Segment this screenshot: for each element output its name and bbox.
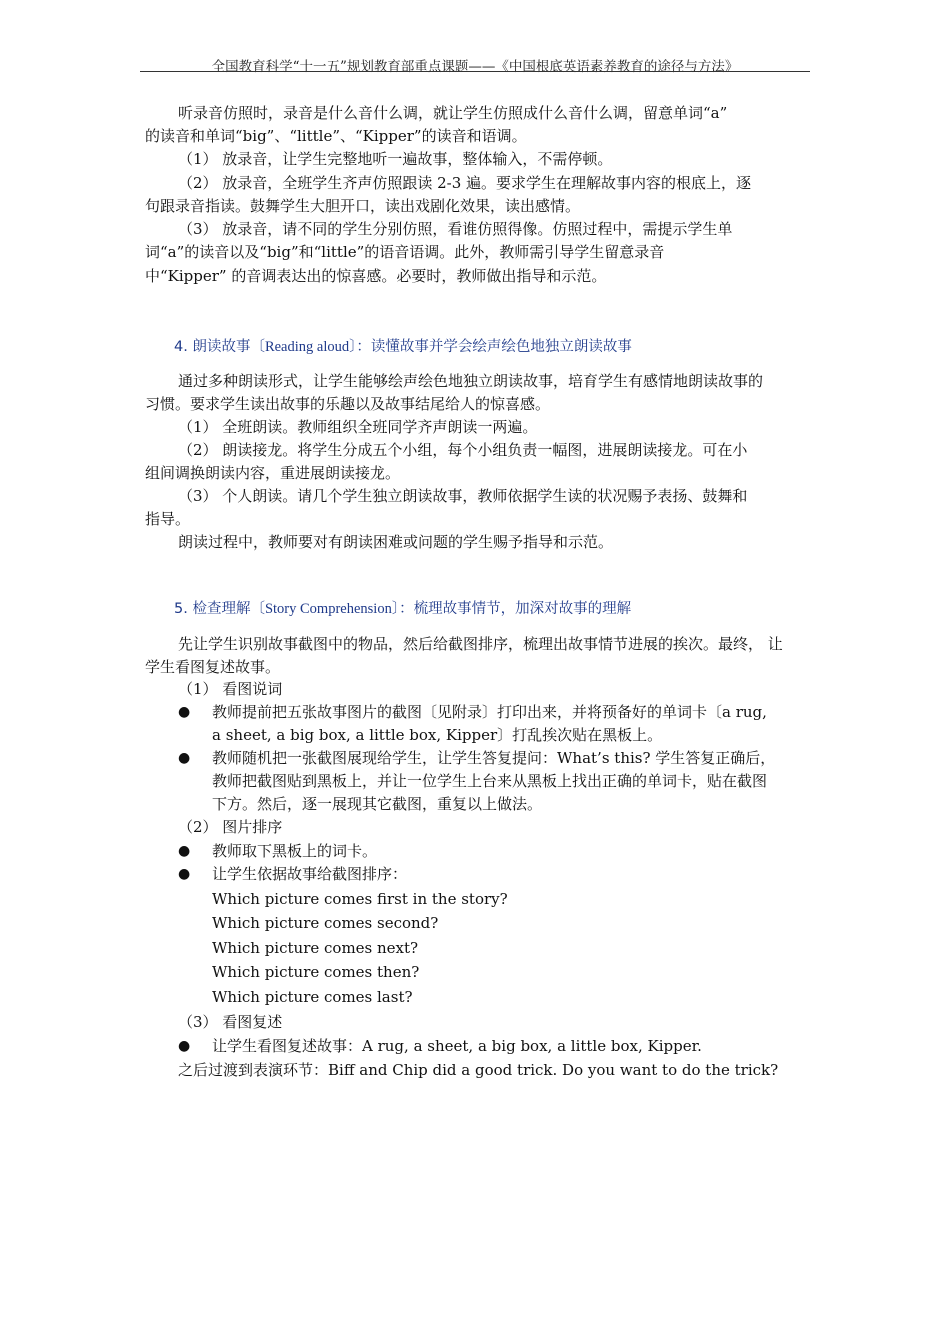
bullet-icon: ●	[178, 866, 191, 882]
heading-title-en: 〔Reading aloud〕	[250, 339, 357, 355]
subsection-label: （2） 图片排序	[178, 818, 283, 836]
heading-title-en: 〔Story Comprehension〕	[250, 601, 400, 617]
question-line: Which picture comes first in the story?	[212, 890, 508, 908]
bullet-icon: ●	[178, 704, 191, 720]
list-item: （1） 全班朗读。教师组织全班同学齐声朗读一两遍。	[178, 418, 538, 436]
list-item: （2） 朗读接龙。将学生分成五个小组，每个小组负责一幅图，进展朗读接龙。可在小	[178, 441, 748, 459]
subsection-label: （3） 看图复述	[178, 1013, 283, 1031]
bullet-item: 教师随机把一张截图展现给学生，让学生答复提问：What’s this? 学生答复正确后，	[212, 749, 776, 767]
question-line: Which picture comes next?	[212, 939, 419, 957]
question-line: Which picture comes then?	[212, 963, 420, 981]
bullet-item: 让学生依据故事给截图排序：	[212, 865, 408, 883]
bullet-icon: ●	[178, 750, 191, 766]
list-item: （2） 放录音，全班学生齐声仿照跟读 2-3 遍。要求学生在理解故事内容的根底上，逐	[178, 174, 752, 192]
bullet-item-continued: a sheet, a big box, a little box, Kipper〕打乱挨次贴在黑板上。	[212, 726, 663, 744]
section-heading-reading-aloud	[174, 335, 632, 356]
paragraph-line: 句跟录音指读。鼓舞学生大胆开口，读出戏剧化效果，读出感情。	[145, 197, 581, 215]
bullet-item-continued: 教师把截图贴到黑板上，并让一位学生上台来从黑板上找出正确的单词卡，贴在截图	[212, 772, 768, 790]
paragraph-line: 词“a”的读音以及“big”和“little”的语音语调。此外，教师需引导学生留意录音	[145, 243, 665, 261]
heading-number: 4.	[174, 339, 188, 355]
bullet-item-continued: 下方。然后，逐一展现其它截图，重复以上做法。	[212, 795, 543, 813]
paragraph-line: 指导。	[145, 510, 191, 528]
page-header: 全国教育科学“十一五”规划教育部重点课题——《中国根底英语素养教育的途径与方法》	[211, 59, 739, 75]
heading-subtitle: ：梳理故事情节，加深对故事的理解	[399, 601, 632, 617]
heading-title-cn: 朗读故事	[192, 339, 251, 355]
list-item: （3） 放录音，请不同的学生分别仿照，看谁仿照得像。仿照过程中，需提示学生单	[178, 220, 733, 238]
paragraph-line: 中“Kipper” 的音调表达出的惊喜感。必要时，教师做出指导和示范。	[145, 267, 607, 285]
bullet-icon: ●	[178, 843, 191, 859]
bullet-item: 让学生看图复述故事：A rug, a sheet, a big box, a little box, Kipper.	[212, 1037, 702, 1055]
paragraph-line: 组间调换朗读内容，重进展朗读接龙。	[145, 464, 401, 482]
heading-subtitle: ：读懂故事并学会绘声绘色地独立朗读故事	[356, 339, 632, 355]
header-rule	[140, 71, 810, 72]
paragraph-line: 的读音和单词“big”、“little”、“Kipper”的读音和语调。	[145, 127, 527, 145]
paragraph-line: 习惯。要求学生读出故事的乐趣以及故事结尾给人的惊喜感。	[145, 395, 551, 413]
paragraph-line: 之后过渡到表演环节：Biff and Chip did a good trick. Do you want to do the trick?	[178, 1061, 779, 1079]
question-line: Which picture comes last?	[212, 988, 413, 1006]
heading-title-cn: 检查理解	[192, 601, 251, 617]
heading-number: 5.	[174, 601, 188, 617]
paragraph-line: 听录音仿照时，录音是什么音什么调，就让学生仿照成什么音什么调，留意单词“a”	[178, 104, 728, 122]
paragraph-line: 学生看图复述故事。	[145, 658, 281, 676]
paragraph-line: 通过多种朗读形式，让学生能够绘声绘色地独立朗读故事，培育学生有感情地朗读故事的	[178, 372, 764, 390]
paragraph-line: 朗读过程中，教师要对有朗读困难或问题的学生赐予指导和示范。	[178, 533, 614, 551]
subsection-label: （1） 看图说词	[178, 680, 283, 698]
bullet-item: 教师提前把五张故事图片的截图〔见附录〕打印出来，并将预备好的单词卡〔a rug,	[212, 703, 767, 721]
bullet-icon: ●	[178, 1038, 191, 1054]
list-item: （1） 放录音，让学生完整地听一遍故事，整体输入，不需停顿。	[178, 150, 613, 168]
list-item: （3） 个人朗读。请几个学生独立朗读故事，教师依据学生读的状况赐予表扬、鼓舞和	[178, 487, 748, 505]
question-line: Which picture comes second?	[212, 914, 439, 932]
bullet-item: 教师取下黑板上的词卡。	[212, 842, 378, 860]
section-heading-story-comprehension	[174, 597, 631, 618]
paragraph-line: 先让学生识别故事截图中的物品，然后给截图排序，梳理出故事情节进展的挨次。最终， 让	[178, 635, 783, 653]
